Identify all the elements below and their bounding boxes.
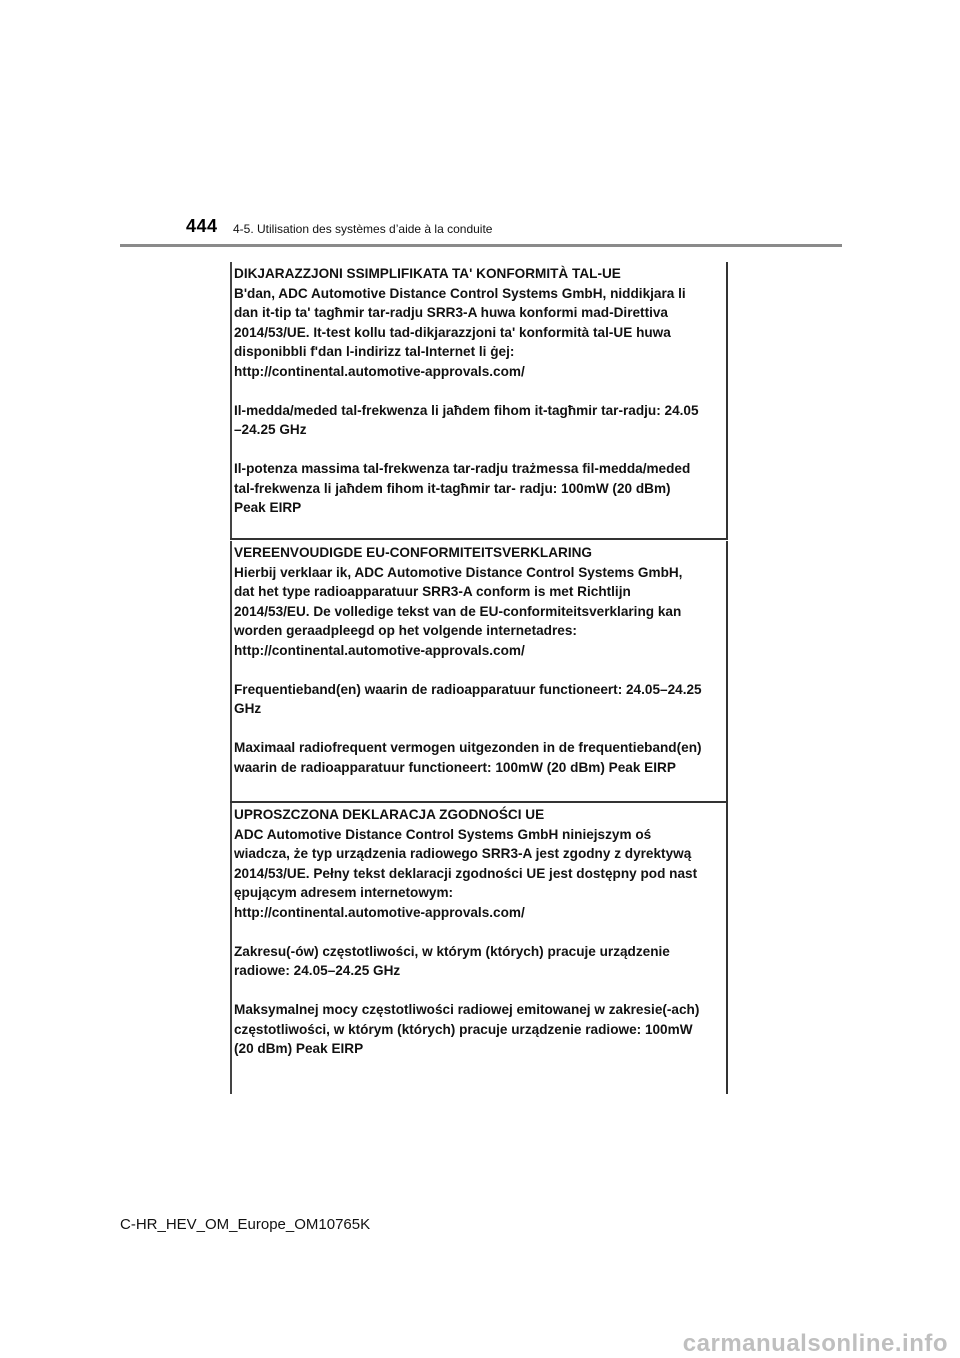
text-line: Maksymalnej mocy częstotliwości radiowej emitowanej w zakresie(-ach) (234, 1002, 700, 1017)
section-title: 4-5. Utilisation des systèmes d’aide à la conduite (233, 222, 493, 236)
declaration-text-maltese (234, 264, 724, 518)
text-line: ADC Automotive Distance Control Systems GmbH niniejszym oś (234, 826, 652, 842)
text-line: dat het type radioapparatuur SRR3-A conform is met Richtlijn (234, 584, 631, 599)
text-line: –24.25 GHz (234, 422, 307, 437)
text-line: ępującym adresem internetowym: (234, 885, 454, 900)
text-line: 2014/53/UE. Pełny tekst deklaracji zgodności UE jest dostępny pod nast (234, 865, 698, 881)
box-left-border (230, 541, 232, 801)
text-line: wiadcza, że typ urządzenia radiowego SRR3-A jest zgodny z dyrektywą (234, 846, 692, 861)
spacer (234, 440, 724, 460)
declaration-box-polish (230, 803, 728, 1094)
declaration-heading: VEREENVOUDIGDE EU-CONFORMITEITSVERKLARING (234, 545, 592, 560)
declaration-box-maltese (230, 262, 728, 540)
spacer (234, 381, 724, 401)
text-line: disponibbli f'dan l-indirizz tal-Internet li ġej: (234, 344, 515, 359)
text-line: Hierbij verklaar ik, ADC Automotive Distance Control Systems GmbH, (234, 564, 683, 580)
declaration-text-dutch (234, 543, 724, 777)
text-line: 2014/53/EU. De volledige tekst van de EU-conformiteitsverklaring kan (234, 603, 682, 619)
text-line: tal-frekwenza li jaħdem fihom it-tagħmir tar- radju: 100mW (20 dBm) (234, 480, 671, 496)
text-line: Il-potenza massima tal-frekwenza tar-radju trażmessa fil-medda/meded (234, 461, 691, 476)
url-line: http://continental.automotive-approvals.com/ (234, 363, 525, 379)
text-line: (20 dBm) Peak EIRP (234, 1041, 364, 1056)
text-line: Peak EIRP (234, 500, 302, 515)
box-left-border (230, 262, 232, 538)
header-divider (120, 244, 842, 247)
document-code: C-HR_HEV_OM_Europe_OM10765K (120, 1216, 371, 1233)
text-line: waarin de radioapparatuur functioneert: 100mW (20 dBm) Peak EIRP (234, 759, 676, 775)
text-line: Zakresu(-ów) częstotliwości, w którym (których) pracuje urządzenie (234, 943, 670, 959)
text-line: Il-medda/meded tal-frekwenza li jaħdem fihom it-tagħmir tar-radju: 24.05 (234, 402, 699, 418)
page-number: 444 (186, 216, 218, 236)
declaration-text-polish (234, 805, 724, 1059)
declaration-heading: DIKJARAZZJONI SSIMPLIFIKATA TA' KONFORMITÀ TAL-UE (234, 266, 621, 281)
text-line: częstotliwości, w którym (których) pracuje urządzenie radiowe: 100mW (234, 1021, 693, 1037)
text-line: worden geraadpleegd op het volgende internetadres: (234, 623, 577, 638)
text-line: GHz (234, 701, 262, 716)
watermark: carmanualsonline.info (682, 1330, 948, 1357)
spacer (234, 981, 724, 1001)
declaration-heading: UPROSZCZONA DEKLARACJA ZGODNOŚCI UE (234, 807, 545, 822)
box-left-border (230, 803, 232, 1094)
spacer (234, 660, 724, 680)
text-line: dan it-tip ta' tagħmir tar-radju SRR3-A huwa konformi mad-Direttiva (234, 305, 668, 320)
text-line: Maximaal radiofrequent vermogen uitgezonden in de frequentieband(en) (234, 740, 702, 755)
url-line: http://continental.automotive-approvals.com/ (234, 904, 525, 920)
text-line: 2014/53/UE. It-test kollu tad-dikjarazzjoni ta' konformità tal-UE huwa (234, 324, 671, 340)
spacer (234, 719, 724, 739)
text-line: B'dan, ADC Automotive Distance Control Systems GmbH, niddikjara li (234, 285, 686, 301)
text-line: radiowe: 24.05–24.25 GHz (234, 963, 401, 978)
url-line: http://continental.automotive-approvals.com/ (234, 642, 525, 658)
spacer (234, 922, 724, 942)
declaration-box-dutch (230, 541, 728, 803)
text-line: Frequentieband(en) waarin de radioapparatuur functioneert: 24.05–24.25 (234, 681, 702, 697)
